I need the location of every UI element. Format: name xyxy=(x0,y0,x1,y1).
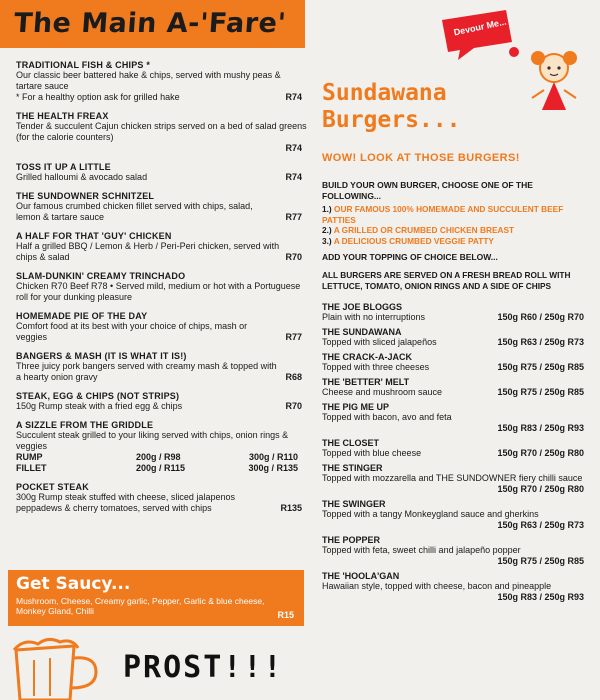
cut-price-large: 300g / R135 xyxy=(248,463,298,473)
item-price: R74 xyxy=(285,143,302,153)
burgers-title-line2: Burgers... xyxy=(322,107,461,133)
get-saucy-sauces: Mushroom, Cheese, Creamy garlic, Pepper, Garlic & blue cheese, Monkey Gland, Chilli xyxy=(16,596,265,616)
speech-bubble-icon xyxy=(436,6,520,62)
burger-price: 150g R83 / 250g R93 xyxy=(497,423,584,433)
burgers-title-line1: Sundawana xyxy=(322,80,447,106)
menu-item xyxy=(16,231,308,263)
menu-item xyxy=(16,420,308,474)
get-saucy-price: R15 xyxy=(277,610,294,620)
burger-name: THE POPPER xyxy=(322,535,381,545)
get-saucy-box xyxy=(8,570,304,626)
item-note: * For a healthy option ask for grilled hake xyxy=(16,92,180,102)
prost-text: PROST!!! xyxy=(123,650,284,685)
burger-item xyxy=(322,302,590,323)
burger-price: 150g R70 / 250g R80 xyxy=(497,448,584,458)
burger-price: 150g R75 / 250g R85 xyxy=(497,556,584,566)
menu-item xyxy=(16,482,308,514)
item-price: R74 xyxy=(285,172,302,182)
cut-price-large: 300g / R110 xyxy=(248,452,298,462)
cut-row xyxy=(16,452,308,463)
option-number: 3.) xyxy=(322,235,332,246)
item-name: THE HEALTH FREAX xyxy=(16,111,109,121)
cut-name: RUMP xyxy=(16,452,43,462)
burger-name: THE SWINGER xyxy=(322,499,386,509)
burger-name: THE 'BETTER' MELT xyxy=(322,377,410,387)
get-saucy-title: Get Saucy... xyxy=(16,574,131,594)
item-name: SLAM-DUNKIN' CREAMY TRINCHADO xyxy=(16,271,186,281)
burger-description: Plain with no interruptions xyxy=(322,312,426,322)
burger-description: Topped with bacon, avo and feta xyxy=(322,412,452,422)
option-text: OUR FAMOUS 100% HOMEMADE AND SUCCULENT BEEF PATTIES xyxy=(322,204,564,225)
burger-description: Hawaiian style, topped with cheese, bacon and pineapple xyxy=(322,581,552,591)
burger-item xyxy=(322,402,590,434)
option-number: 2.) xyxy=(322,225,332,235)
burger-name: THE SUNDAWANA xyxy=(322,327,402,337)
item-description: Three juicy pork bangers served with creamy mash & topped with a hearty onion gravy xyxy=(16,361,277,382)
item-description: 150g Rump steak with a fried egg & chips xyxy=(16,401,183,411)
burger-name: THE CLOSET xyxy=(322,438,380,448)
menu-item xyxy=(16,351,308,383)
item-description: Succulent steak grilled to your liking served with chips, onion rings & veggies xyxy=(16,430,289,451)
menu-item xyxy=(16,60,308,103)
burger-item xyxy=(322,352,590,373)
item-description: 300g Rump steak stuffed with cheese, sliced jalapenos peppadews & cherry tomatoes, served with chips xyxy=(16,492,235,513)
burger-item xyxy=(322,463,590,495)
patty-option xyxy=(322,225,590,236)
item-price: R74 xyxy=(285,92,302,102)
burger-name: THE CRACK-A-JACK xyxy=(322,352,412,362)
menu-item xyxy=(16,391,308,412)
item-description: Grilled halloumi & avocado salad xyxy=(16,172,148,182)
burger-description: Topped with a tangy Monkeygland sauce and gherkins xyxy=(322,509,539,519)
burger-price: 150g R70 / 250g R80 xyxy=(497,484,584,494)
burger-price: 150g R63 / 250g R73 xyxy=(497,520,584,530)
burger-price: 150g R60 / 250g R70 xyxy=(497,312,584,322)
menu-item xyxy=(16,271,308,303)
menu-item xyxy=(16,191,308,223)
beer-mug-icon xyxy=(4,636,114,700)
item-name: TRADITIONAL FISH & CHIPS * xyxy=(16,60,151,70)
cut-price-small: 200g / R115 xyxy=(136,463,186,473)
item-name: STEAK, EGG & CHIPS (NOT STRIPS) xyxy=(16,391,180,401)
burger-item xyxy=(322,438,590,459)
build-your-own-heading: BUILD YOUR OWN BURGER, CHOOSE ONE OF THE FOLLOWING... xyxy=(322,180,533,201)
option-text: A DELICIOUS CRUMBED VEGGIE PATTY xyxy=(333,235,494,246)
cut-row xyxy=(16,463,308,474)
menu-item xyxy=(16,311,308,343)
burger-description: Topped with sliced jalapeños xyxy=(322,337,437,347)
burger-price: 150g R83 / 250g R93 xyxy=(497,592,584,602)
item-description: Half a grilled BBQ / Lemon & Herb / Peri-Peri chicken, served with chips & salad xyxy=(16,241,280,262)
menu-item xyxy=(16,162,308,183)
item-price: R77 xyxy=(285,332,302,342)
burger-name: THE PIG ME UP xyxy=(322,402,390,412)
item-name: A SIZZLE FROM THE GRIDDLE xyxy=(16,420,154,430)
item-name: HOMEMADE PIE OF THE DAY xyxy=(16,311,148,321)
burgers-title xyxy=(322,80,522,134)
burger-item xyxy=(322,535,590,567)
main-afare-list xyxy=(16,60,308,522)
burger-name: THE 'HOOLA'GAN xyxy=(322,571,400,581)
burger-item xyxy=(322,377,590,398)
wow-subtitle: WOW! LOOK AT THOSE BURGERS! xyxy=(322,152,520,164)
cut-price-small: 200g / R98 xyxy=(136,452,181,462)
cut-name: FILLET xyxy=(16,463,47,473)
item-description: Tender & succulent Cajun chicken strips served on a bed of salad greens (for the calorie counters) xyxy=(16,121,307,142)
all-burgers-note: ALL BURGERS ARE SERVED ON A FRESH BREAD ROLL WITH LETTUCE, TOMATO, ONION RINGS AND A SIDE OF CHIPS xyxy=(322,270,571,291)
burgers-section xyxy=(322,180,590,607)
burger-name: THE JOE BLOGGS xyxy=(322,302,403,312)
item-description: Comfort food at its best with your choice of chips, mash or veggies xyxy=(16,321,248,342)
item-price: R70 xyxy=(285,401,302,411)
item-name: POCKET STEAK xyxy=(16,482,89,492)
patty-option xyxy=(322,236,590,247)
burger-price: 150g R75 / 250g R85 xyxy=(497,387,584,397)
burger-description: Topped with feta, sweet chilli and jalapeño popper xyxy=(322,545,521,555)
burger-item xyxy=(322,499,590,531)
item-name: TOSS IT UP A LITTLE xyxy=(16,162,111,172)
item-price: R68 xyxy=(285,372,302,382)
option-text: A GRILLED OR CRUMBED CHICKEN BREAST xyxy=(333,225,515,235)
item-description: Chicken R70 Beef R78 • Served mild, medium or hot with a Portuguese roll for your dunking pleasure xyxy=(16,281,301,302)
burger-item xyxy=(322,327,590,348)
burger-price: 150g R75 / 250g R85 xyxy=(497,362,584,372)
girl-mascot-icon xyxy=(524,48,584,116)
main-afare-title: The Main A-'Fare' xyxy=(12,8,288,39)
burger-description: Topped with three cheeses xyxy=(322,362,430,372)
menu-item xyxy=(16,111,308,154)
item-description: Our famous crumbed chicken fillet served with chips, salad, lemon & tartare sauce xyxy=(16,201,253,222)
topping-heading: ADD YOUR TOPPING OF CHOICE BELOW... xyxy=(322,252,498,262)
item-name: BANGERS & MASH (IT IS WHAT IT IS!) xyxy=(16,351,187,361)
patty-options xyxy=(322,204,590,246)
burger-description: Topped with mozzarella and THE SUNDOWNER fiery chilli sauce xyxy=(322,473,583,483)
item-description: Our classic beer battered hake & chips, served with mushy peas & tartare sauce xyxy=(16,70,281,91)
item-name: A HALF FOR THAT 'GUY' CHICKEN xyxy=(16,231,172,241)
burger-name: THE STINGER xyxy=(322,463,383,473)
item-price: R70 xyxy=(285,252,302,262)
item-name: THE SUNDOWNER SCHNITZEL xyxy=(16,191,155,201)
item-price: R135 xyxy=(280,503,302,513)
option-number: 1.) xyxy=(322,204,332,214)
devour-me-text: Devour Me... xyxy=(452,16,508,38)
main-afare-banner xyxy=(0,0,305,48)
item-price: R77 xyxy=(285,212,302,222)
patty-option xyxy=(322,204,590,225)
burger-item xyxy=(322,571,590,603)
burger-description: Cheese and mushroom sauce xyxy=(322,387,443,397)
burger-description: Topped with blue cheese xyxy=(322,448,422,458)
burger-price: 150g R63 / 250g R73 xyxy=(497,337,584,347)
